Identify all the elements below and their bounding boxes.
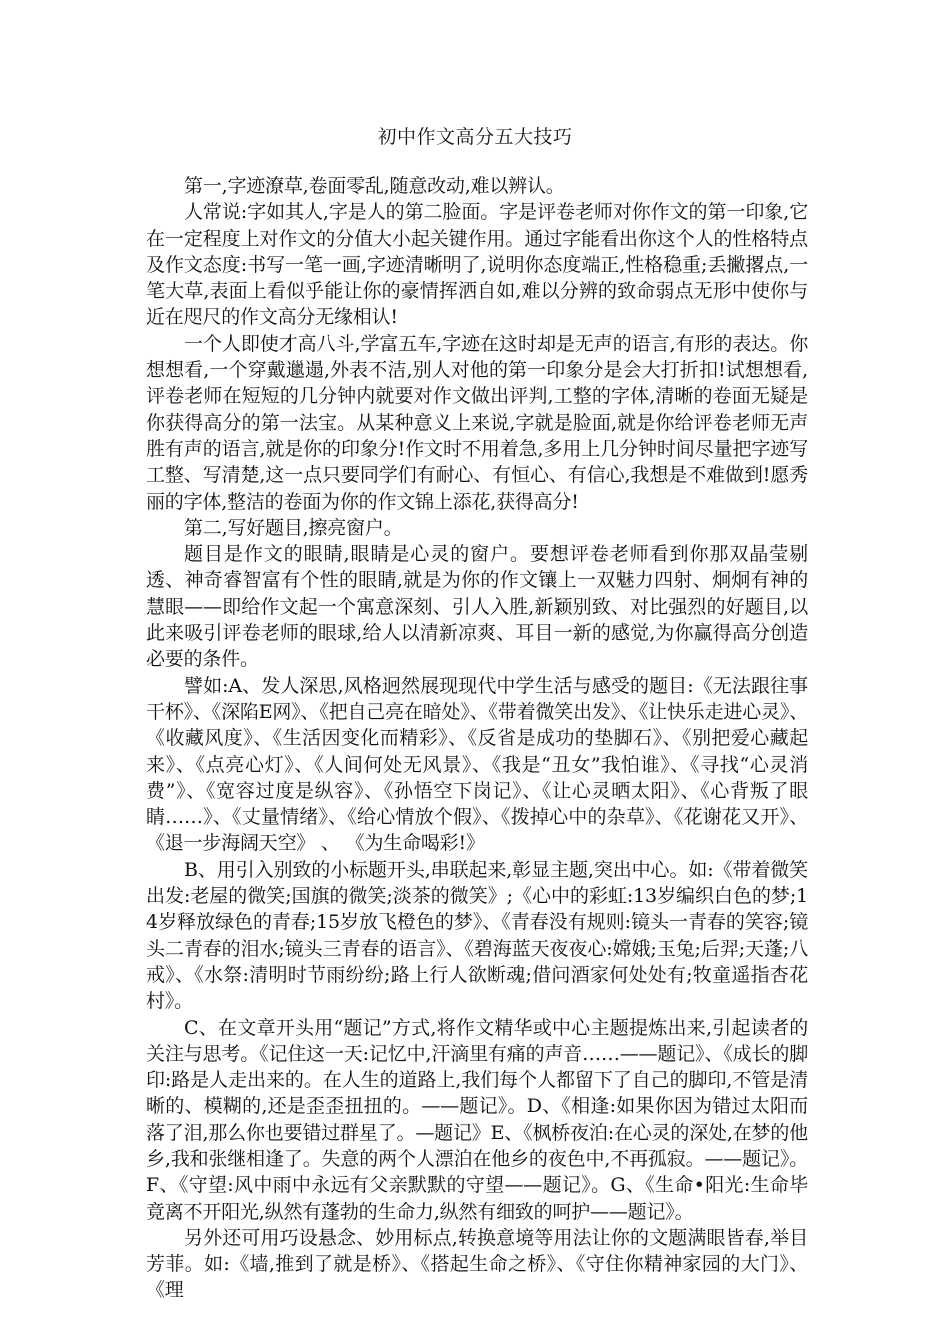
paragraph-7: B、用引入别致的小标题开头,串联起来,彰显主题,突出中心。如:《带着微笑出发:老屋的微笑;国旗的微笑;淡茶的微笑》;《心中的彩虹:13岁编织白色的梦;14岁释放绿色的青春;15岁放飞橙色的梦》、《青春没有规则:镜头一青春的笑容;镜头二青春的泪水;镜头三青春的语言》、《碧海蓝天夜夜心:嫦娥;玉兔;后羿;天蓬;八戒》、《水祭:清明时节雨纷纷;路上行人欲断魂;借问酒家何处处有;牧童遥指杏花村》。 xyxy=(146,858,808,1013)
paragraph-2: 人常说:字如其人,字是人的第二脸面。字是评卷老师对你作文的第一印象,它在一定程度上对作文的分值大小起关键作用。通过字能看出你这个人的性格特点及作文态度:书写一笔一画,字迹清晰明了,说明你态度端正,性格稳重;丢撇撂点,一笔大草,表面上看似乎能让你的豪情挥洒自如,难以分辨的致命弱点无形中使你与近在咫尺的作文高分无缘相认! xyxy=(146,201,808,329)
paragraph-6: 譬如:A、发人深思,风格迥然展现现代中学生活与感受的题目:《无法跟往事干杯》、《深陷E网》、《把自己亮在暗处》、《带着微笑出发》、《让快乐走进心灵》、《收藏风度》、《生活因变化而精彩》、《反省是成功的垫脚石》、《别把爱心藏起来》、《点亮心灯》、《人间何处无风景》、《我是“丑女”我怕谁》、《寻找“心灵消费”》、《宽容过度是纵容》、《孙悟空下岗记》、《让心灵晒太阳》、《心背叛了眼睛……》、《丈量情绪》、《给心情放个假》、《拨掉心中的杂草》、《花谢花又开》、《退一步海阔天空》 、 《为生命喝彩!》 xyxy=(146,674,808,855)
paragraph-3: 一个人即使才高八斗,学富五车,字迹在这时却是无声的语言,有形的表达。你想想看,一个穿戴邋遢,外表不洁,别人对他的第一印象分是会大打折扣!试想想看,评卷老师在短短的几分钟内就要对作文做出评判,工整的字体,清晰的卷面无疑是你获得高分的第一法宝。从某种意义上来说,字就是脸面,就是你给评卷老师无声胜有声的语言,就是你的印象分!作文时不用着急,多用上几分钟时间尽量把字迹写工整、写清楚,这一点只要同学们有耐心、有恒心、有信心,我想是不难做到!愿秀丽的字体,整洁的卷面为你的作文锦上添花,获得高分! xyxy=(146,332,808,513)
paragraph-5: 题目是作文的眼睛,眼睛是心灵的窗户。要想评卷老师看到你那双晶莹剔透、神奇睿智富有个性的眼睛,就是为你的作文镶上一双魅力四射、炯炯有神的慧眼——即给作文起一个寓意深刻、引人入胜,新颖别致、对比强烈的好题目,以此来吸引评卷老师的眼球,给人以清新凉爽、耳目一新的感觉,为你赢得高分创造必要的条件。 xyxy=(146,543,808,671)
paragraph-1: 第一,字迹潦草,卷面零乱,随意改动,难以辨认。 xyxy=(184,175,565,197)
paragraph-4: 第二,写好题目,擦亮窗户。 xyxy=(184,516,403,539)
document-title: 初中作文高分五大技巧 xyxy=(377,126,573,148)
document-body xyxy=(146,173,808,1304)
paragraph-8: C、在文章开头用“题记”方式,将作文精华或中心主题提炼出来,引起读者的关注与思考。《记住这一天:记忆中,汗滴里有痛的声音……——题记》、《成长的脚印:路是人走出来的。在人生的道路上,我们每个人都留下了自己的脚印,不管是清晰的、模糊的,还是歪歪扭扭的。——题记》。D、《相逢:如果你因为错过太阳而落了泪,那么你也要错过群星了。—题记》E、《枫桥夜泊:在心灵的深处,在梦的他乡,我和张继相逢了。失意的两个人漂泊在他乡的夜色中,不再孤寂。——题记》。F、《守望:风中雨中永远有父亲默默的守望——题记》。G、《生命•阳光:生命毕竟离不开阳光,纵然有蓬勃的生命力,纵然有细致的呵护——题记》。 xyxy=(146,1016,808,1223)
paragraph-9: 另外还可用巧设悬念、妙用标点,转换意境等用法让你的文题满眼皆春,举目芳菲。如:《墙,推到了就是桥》、《搭起生命之桥》、《守住你精神家园的大门》、《理 xyxy=(146,1226,808,1302)
